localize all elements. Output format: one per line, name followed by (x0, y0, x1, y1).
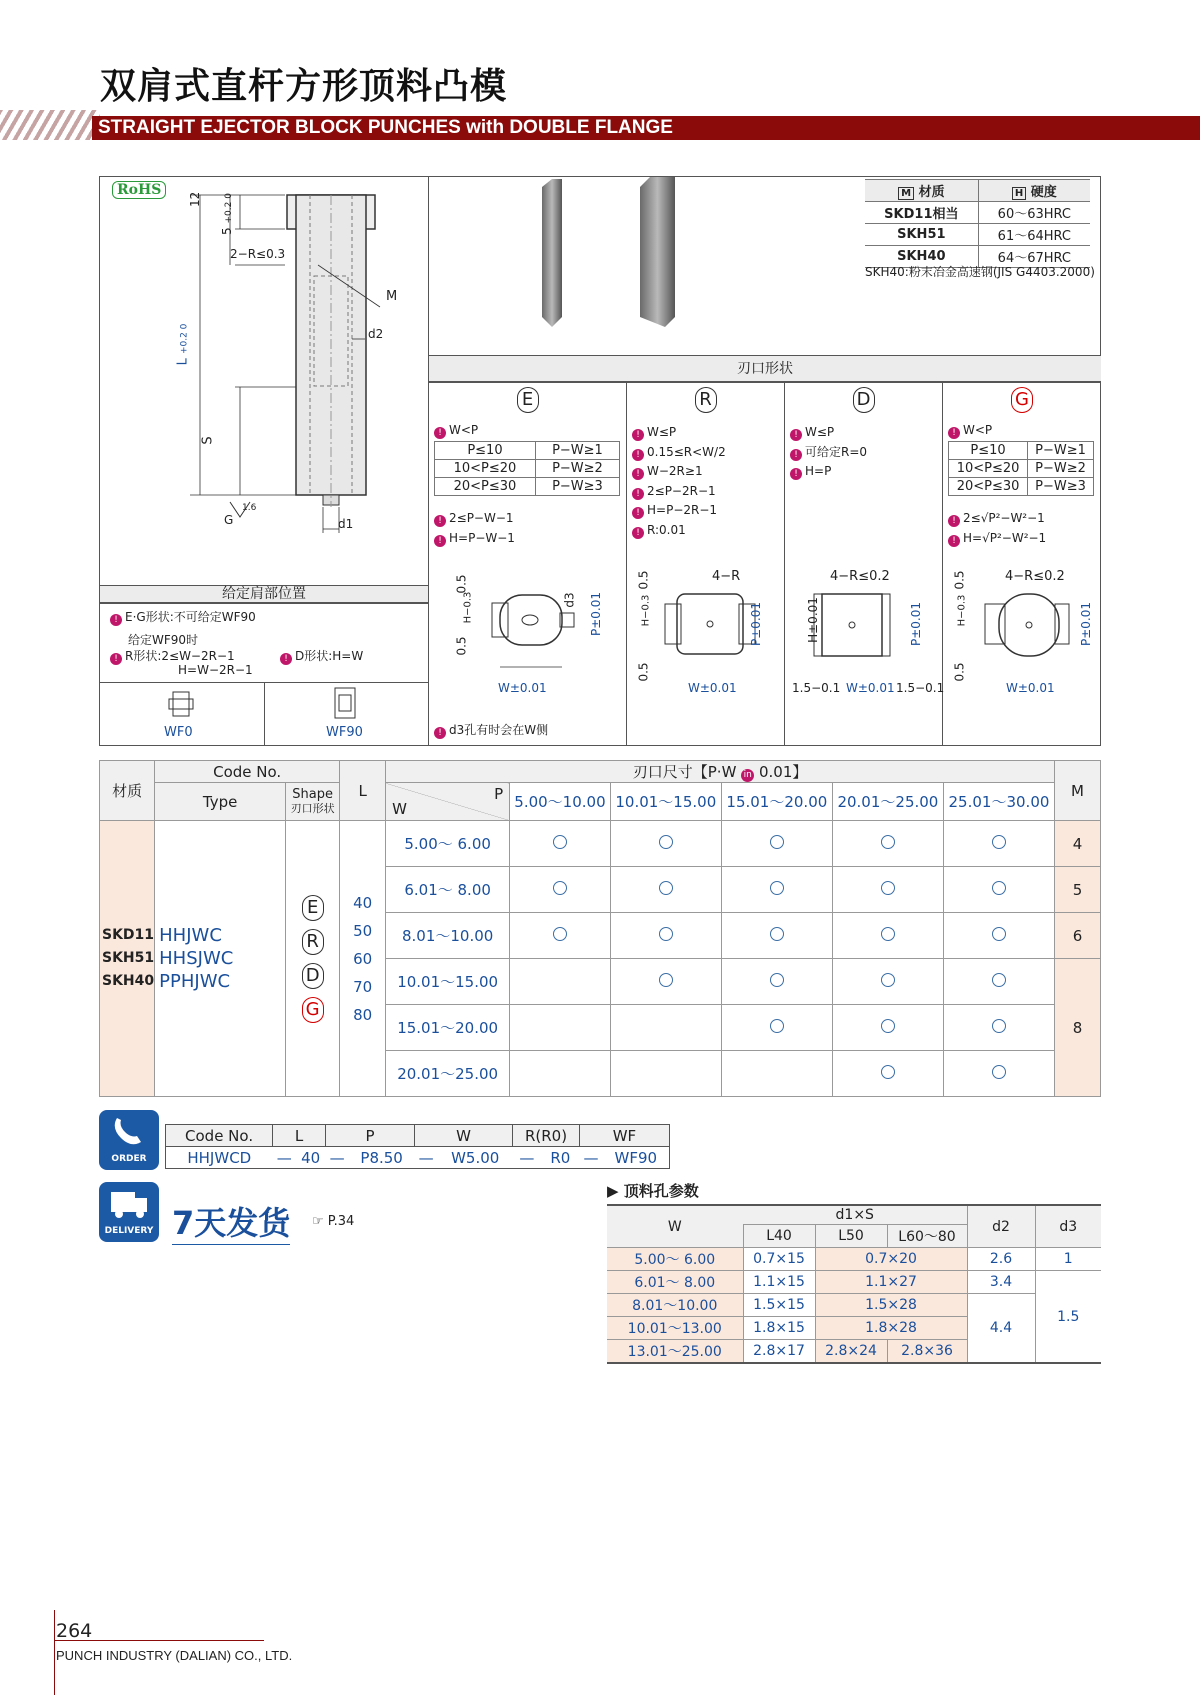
delivery-ref: ☞ P.34 (312, 1214, 355, 1229)
r-p: P±0.01 (749, 601, 764, 647)
shape-e-after2: ! H=P−W−1 (434, 531, 515, 547)
r-w: W±0.01 (688, 681, 737, 695)
label-d2: d2 (368, 327, 384, 341)
title-hatch (0, 110, 100, 140)
english-title-bar: STRAIGHT EJECTOR BLOCK PUNCHES with DOUBLE FLANGE (92, 116, 1200, 140)
wf90-label: WF90 (326, 725, 363, 740)
r-v05b: 0.5 (636, 662, 651, 682)
sketch-g (965, 582, 1095, 682)
shoulder-line4: H=W−2R−1 (178, 663, 253, 677)
e-v05a: 0.5 (454, 574, 469, 594)
rohs-badge: RoHS (112, 181, 166, 199)
drawing-frame (99, 176, 1101, 746)
wf0-label: WF0 (164, 725, 193, 740)
shape-e-rule: ! W<P (434, 423, 478, 439)
wf90-icon (330, 685, 360, 721)
d-r15: 1.5−0.1 (896, 681, 945, 695)
d-w: W±0.01 (846, 681, 895, 695)
shape-e-table: P≤10 P−W≥1 10<P≤20 P−W≥2 20<P≤30 P−W≥3 (434, 441, 620, 496)
g-v05b: 0.5 (952, 662, 967, 682)
g-w: W±0.01 (1006, 681, 1055, 695)
dim-5: 5 +0.2 0 (219, 193, 234, 235)
d-h: H±0.01 (805, 597, 820, 643)
r-v05: 0.5 (636, 570, 651, 590)
r-r4: 4−R (712, 569, 741, 584)
punch-drawing (160, 177, 428, 542)
g-h: H−0.3 (956, 594, 968, 627)
delivery-icon: DELIVERY (99, 1182, 159, 1242)
g-v05: 0.5 (952, 570, 967, 590)
company-name: PUNCH INDUSTRY (DALIAN) CO., LTD. (56, 1648, 293, 1663)
shape-d-header: D (785, 387, 942, 413)
shoulder-title: 给定肩部位置 (100, 586, 428, 603)
d-p: P±0.01 (909, 601, 924, 647)
d-r4: 4−R≤0.2 (830, 569, 890, 584)
shape-e-header: E (429, 387, 626, 413)
label-G: G (224, 513, 234, 527)
e-h: H−0.3 (462, 591, 474, 624)
shape-g-after2: ! H=√P²−W²−1 (948, 531, 1046, 547)
page-number: 264 (56, 1620, 93, 1642)
d-l15: 1.5−0.1 (792, 681, 841, 695)
material-table: M 材质 H 硬度 SKD11相当 60～63HRC SKH51 61～64HRC SKH40 64～67HRC (865, 179, 1090, 268)
shape-g-after1: ! 2≤√P²−W²−1 (948, 511, 1045, 527)
label-m: M (386, 289, 398, 304)
page-title: 双肩式直杆方形顶料凸模 (100, 66, 508, 107)
e-d3: d3 (562, 592, 577, 608)
label-d1: d1 (338, 517, 354, 531)
hole-table: W d1×S d2 d3 L40 L50 L60～80 5.00～ 6.00 0.7×15 0.7×20 2.6 1 6.01～ 8.00 1.1×15 1.1×27 3.4 1.5 8.01～10.00 1.5×15 1.5×28 4.4 10.01～13.00 1.8×15 1.8×28 13.01～25.00 2.8×17 2.8×24 2.8×36 (607, 1204, 1101, 1364)
material-note: SKH40:粉末冶金高速钢(JIS G4403.2000) (865, 265, 1095, 279)
r-h: H−0.3 (640, 594, 652, 627)
d3-note: ! d3孔有时会在W侧 (434, 721, 548, 739)
e-w: W±0.01 (498, 681, 547, 695)
shape-g-table: P≤10 P−W≥1 10<P≤20 P−W≥2 20<P≤30 P−W≥3 (948, 441, 1094, 496)
order-icon: ORDER (99, 1110, 159, 1170)
shoulder-line1: ! E·G形状:不可给定WF90 (110, 608, 256, 626)
r-note: 2−R≤0.3 (230, 247, 286, 261)
label-L: L +0.2 0 (175, 323, 191, 366)
g-r4: 4−R≤0.2 (1005, 569, 1065, 584)
selection-table: 材质 Code No. L 刃口尺寸【P·W in 0.01】 M Type Shape 刃口形状 P W 5.00～10.00 10.01～15.00 15.01～20.00 20.01～25.00 25.01～30.00 SKD11 SKH51 SKH40 HHJWC HHSJWC PPHJWC E R D G 40 50 60 70 80 5.00～ 6.00 4 6.01～ 8.00 5 8.01～10.00 6 10.01～15.00 8 15.01～20.00 20.01～25.00 (99, 760, 1101, 1097)
delivery-days: 7天发货 (172, 1198, 290, 1245)
g-p: P±0.01 (1079, 601, 1094, 647)
shape-d-rules: ! W≤P ! 可给定R=0 ! H=P (790, 423, 867, 482)
dim-12: 12 (188, 191, 202, 207)
edge-shape-title: 刃口形状 (429, 356, 1101, 382)
shoulder-line2: 给定WF90时 (128, 633, 199, 647)
roughness: 1.6 (242, 503, 257, 513)
shape-r-rules: ! W≤P ! 0.15≤R<W/2 ! W−2R≥1 ! 2≤P−2R−1 ! H=P−2R−1 ! R:0.01 (632, 423, 726, 540)
e-p: P±0.01 (589, 591, 604, 637)
hole-table-title: ▶ 顶料孔参数 (607, 1182, 699, 1200)
label-S: S (200, 436, 216, 445)
footer-rule (54, 1610, 55, 1695)
punch-photo (540, 177, 690, 329)
order-example: Code No. L P W R(R0) WF HHJWCD — 40 — P8.50 — W5.00 — R0 — WF90 (165, 1124, 670, 1169)
shape-g-rule: ! W<P (948, 423, 992, 439)
shape-e-after1: ! 2≤P−W−1 (434, 511, 514, 527)
wf0-icon (166, 689, 196, 719)
shoulder-line5: ! D形状:H=W (280, 647, 363, 665)
shape-r-header: R (627, 387, 784, 413)
shoulder-line3: ! R形状:2≤W−2R−1 (110, 647, 235, 665)
e-v05b: 0.5 (454, 636, 469, 656)
shape-g-header: G (943, 387, 1101, 413)
